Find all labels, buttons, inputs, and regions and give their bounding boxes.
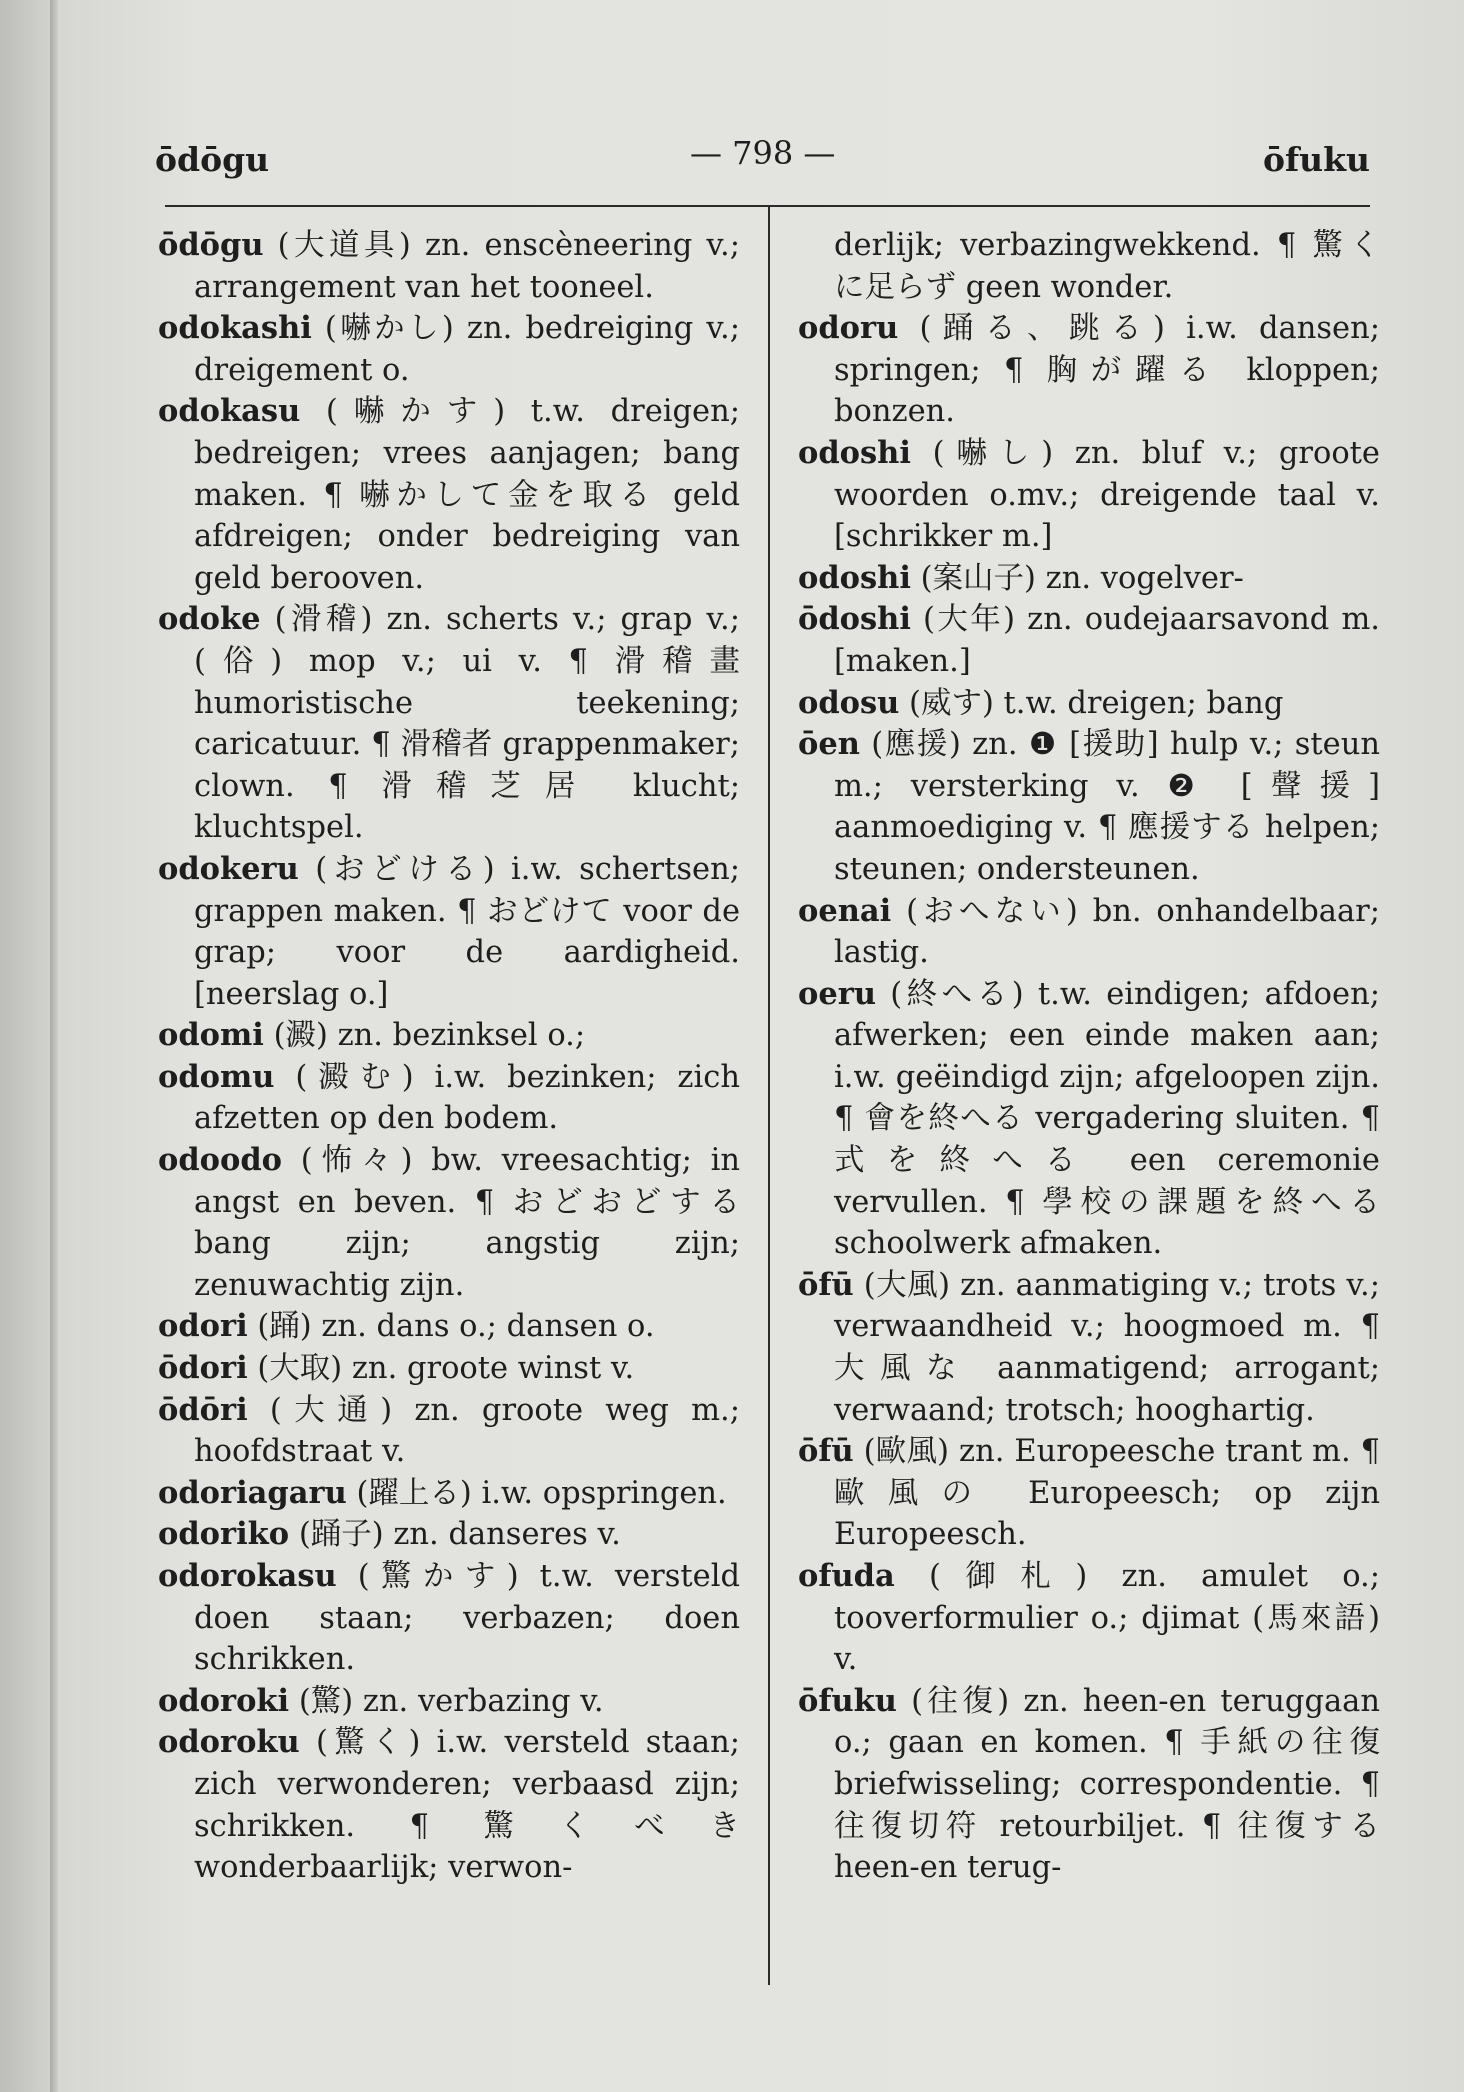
entry-headword: ofuda [798,1558,895,1594]
entry [158,1514,740,1556]
entry-text: (驚) zn. verbazing v. [289,1683,604,1719]
entry-headword: ōdōri [158,1391,248,1428]
entry-text: (躍上る) i.w. opspringen. [346,1475,727,1511]
entry-text: (往復) zn. heen-en teruggaan o.; gaan en komen. ¶ 手紙の往復 briefwisseling; correspondentie. ¶ 往復切符 retourbiljet. ¶ 往復する heen-en terug- [834,1683,1380,1886]
entry-headword: odomi [158,1017,264,1054]
entry-headword: odoroki [158,1682,290,1719]
entry-text: (歐風) zn. Europeesche trant m. ¶ 歐風の Europeesch; op zijn Europeesch. [834,1434,1380,1553]
entry-headword: ōen [798,726,860,763]
entry [798,599,1380,682]
entry-text: (終へる) t.w. eindigen; afdoen; afwerken; een einde maken aan; i.w. geëindigd zijn; afgeloopen zijn. ¶ 會を終へる vergadering sluiten. ¶ 式を終へる een ceremonie vervullen. ¶ 學校の課題を終へる schoolwerk afmaken. [834,976,1380,1262]
entry-headword: odosu [798,684,900,721]
entry-text: (嚇かす) t.w. dreigen; bedreigen; vrees aanjagen; bang maken. ¶ 嚇かして金を取る geld afdreigen; onder bedreiging van geld berooven. [194,394,740,596]
entry-text: (嚇し) zn. bluf v.; groote woorden o.mv.; dreigende taal v. [schrikker m.] [834,435,1380,555]
entry-headword: odorokasu [158,1558,337,1594]
entry-text: (踊子) zn. danseres v. [289,1517,621,1553]
left-column [158,225,740,1889]
entry-headword: odoriagaru [158,1474,347,1511]
entry-text: (滑稽) zn. scherts v.; grap v.; (俗) mop v.; ui v. ¶ 滑稽畫 humoristische teekening; caricatuur. ¶ 滑稽者 grappenmaker; clown. ¶ 滑稽芝居 klucht; kluchtspel. [194,602,740,846]
entry [158,1015,740,1057]
entry-headword: ōdoshi [798,601,911,638]
entry-headword: odoru [798,310,899,347]
entry-text: (大取) zn. groote winst v. [247,1351,635,1387]
entry-text: (踊) zn. dans o.; dansen o. [247,1309,655,1345]
entry [798,891,1380,974]
entry-headword: ōfuku [798,1682,897,1719]
entry [798,1556,1380,1681]
entry [158,225,740,308]
entry-headword: ōdōgu [158,227,264,263]
entry-headword: odokeru [158,850,299,887]
entry-text: derlijk; verbazingwekkend. ¶ 驚くに足らず geen wonder. [834,228,1380,305]
entry-text: (嚇かし) zn. bedreiging v.; dreigement o. [194,311,740,388]
entry-text: (案山子) zn. vogelver- [910,560,1244,596]
right-column [798,225,1380,1889]
page-number: — 798 — [690,134,836,172]
entry-text: (おどける) i.w. schertsen; grappen maken. ¶ おどけて voor de grap; voor de aardigheid. [neerslag o.] [194,851,740,1012]
entry [798,683,1380,725]
entry-text: (驚かす) t.w. versteld doen staan; verbazen; doen schrikken. [194,1559,740,1678]
entry [798,1681,1380,1889]
entry [798,974,1380,1265]
entry [798,558,1380,600]
entry-text: (澱) zn. bezinksel o.; [263,1018,586,1054]
entry [158,1681,740,1723]
entry [158,1348,740,1390]
entry-headword: odoroku [158,1724,300,1761]
entry [158,308,740,391]
entry [798,308,1380,433]
entry [158,1722,740,1888]
entry-text: (驚く) i.w. versteld staan; zich verwonderen; verbaasd zijn; schrikken. ¶ 驚くべき wonderbaarlijk; verwon- [194,1725,740,1886]
entry [158,599,740,849]
column-divider [768,205,770,1985]
entry-headword: oenai [798,892,892,929]
entry-text: (應援) zn. ❶ [援助] hulp v.; steun m.; versterking v. ❷ [聲援] aanmoediging v. ¶ 應援する helpen; steunen; ondersteunen. [834,727,1380,887]
entry-headword: odoriko [158,1516,290,1553]
entry-text: (大年) zn. oudejaarsavond m. [maken.] [834,602,1380,679]
book-gutter [50,0,58,2092]
entry [158,1473,740,1515]
header-first-headword: ōdōgu [155,140,270,179]
entry [158,1306,740,1348]
entry-text: (威す) t.w. dreigen; bang [899,685,1284,721]
entry-headword: odoshi [798,434,911,471]
entry [158,1390,740,1473]
entry-headword: oeru [798,975,876,1012]
entry-headword: odori [158,1308,248,1345]
entry-text: (大風) zn. aanmatiging v.; trots v.; verwaandheid v.; hoogmoed m. ¶ 大風な aanmatigend; arrogant; verwaand; trotsch; hooghartig. [834,1267,1380,1428]
entry-text: (大通) zn. groote weg m.; hoofdstraat v. [194,1392,740,1470]
entry-headword: odoke [158,601,261,638]
entry-headword: odomu [158,1058,275,1095]
entry [798,1265,1380,1431]
entry-text: (御札) zn. amulet o.; tooverformulier o.; djimat (馬來語) v. [834,1559,1380,1678]
entry-headword: ōdori [158,1350,248,1387]
entry [798,1431,1380,1556]
entry [158,1556,740,1681]
entry [158,1140,740,1306]
entry-headword: odokasu [158,393,301,430]
entry-continuation [798,225,1380,308]
entry-headword: odokashi [158,310,312,347]
entry-headword: odoodo [158,1142,283,1179]
entry-text: (澱む) i.w. bezinken; zich afzetten op den bodem. [194,1059,740,1137]
entry-text: (大道具) zn. enscèneering v.; arrangement van het tooneel. [194,228,740,305]
entry [798,433,1380,558]
page-header [155,134,1370,190]
entry-text: (踊る、跳る) i.w. dansen; springen; ¶ 胸が躍る kloppen; bonzen. [834,311,1380,430]
entry [158,849,740,1015]
entry [158,1057,740,1140]
entry-text: (おへない) bn. onhandelbaar; lastig. [834,893,1380,971]
entry [798,724,1380,890]
header-last-headword: ōfuku [1262,140,1370,179]
entry-headword: odoshi [798,559,911,596]
entry [158,391,740,599]
entry-headword: ōfū [798,1266,854,1303]
entry-text: (怖々) bw. vreesachtig; in angst en beven. ¶ おどおどする bang zijn; angstig zijn; zenuwachtig zijn. [194,1143,740,1303]
entry-headword: ōfū [798,1433,854,1470]
